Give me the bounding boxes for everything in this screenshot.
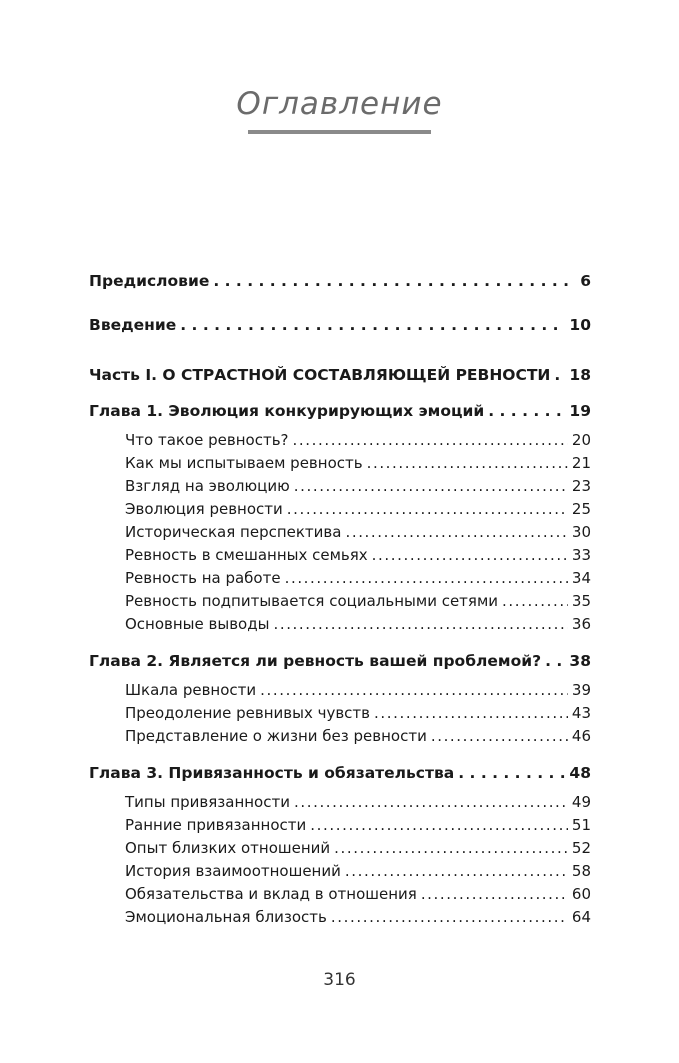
toc-entry-page: 52 [571,839,591,857]
toc-entry-page: 51 [571,816,591,834]
toc-entry-page: 39 [571,681,591,699]
toc-entry-page: 23 [571,477,591,495]
toc-entry-title: Ревность в смешанных семьях [125,546,368,564]
toc-entry-page: 58 [571,862,591,880]
toc-entry-page: 10 [569,316,591,334]
toc-subentry[interactable] [125,615,591,633]
leader-dots [294,477,568,495]
toc-subentry[interactable] [125,793,591,811]
toc-entry-title: Предисловие [89,272,210,290]
toc-subentry[interactable] [125,454,591,472]
toc-subentry[interactable] [125,500,591,518]
leader-dots [431,727,568,745]
toc-entry-title: Историческая перспектива [125,523,342,541]
toc-entry-title: Глава 1. Эволюция конкурирующих эмоций [89,402,485,420]
leader-dots [294,793,568,811]
toc-subentry[interactable] [125,431,591,449]
toc-entry-title: Опыт близких отношений [125,839,331,857]
toc-entry-chapter-3[interactable] [89,764,591,782]
toc-entry-page: 30 [571,523,591,541]
leader-dots [180,316,565,334]
toc-entry-page: 20 [571,431,591,449]
leader-dots [502,592,568,610]
leader-dots [458,764,565,782]
toc-entry-page: 38 [569,652,591,670]
toc-entry-title: Шкала ревности [125,681,257,699]
toc-entry-title: Ревность подпитывается социальными сетями [125,592,499,610]
toc-entry-title: Обязательства и вклад в отношения [125,885,417,903]
page-number: 316 [323,970,356,990]
leader-dots [334,839,568,857]
leader-dots [273,615,567,633]
title-underline [248,130,431,134]
toc-entry-title: Эмоциональная близость [125,908,327,926]
toc-subentry[interactable] [125,592,591,610]
toc-entry-page: 49 [571,793,591,811]
leader-dots [293,431,568,449]
leader-dots [488,402,565,420]
leader-dots [285,569,568,587]
toc-subentry[interactable] [125,885,591,903]
leader-dots [421,885,568,903]
leader-dots [287,500,568,518]
leader-dots [554,366,565,384]
toc-entry-title: История взаимоотношений [125,862,341,880]
toc-entry-page: 48 [569,764,591,782]
toc-entry-page: 35 [571,592,591,610]
toc-entry-page: 43 [571,704,591,722]
toc-entry-title: Ранние привязанности [125,816,307,834]
toc-subentry[interactable] [125,727,591,745]
toc-entry-page: 36 [571,615,591,633]
toc-entry-chapter-1[interactable] [89,402,591,420]
toc-entry-title: Глава 3. Привязанность и обязательства [89,764,455,782]
leader-dots [372,546,568,564]
leader-dots [345,523,567,541]
toc-entry-title: Что такое ревность? [125,431,289,449]
leader-dots [545,652,565,670]
leader-dots [331,908,568,926]
toc-entry-title: Введение [89,316,177,334]
leader-dots [367,454,568,472]
leader-dots [345,862,568,880]
toc-subentry[interactable] [125,862,591,880]
toc-subentry[interactable] [125,477,591,495]
toc-entry-title: Взгляд на эволюцию [125,477,290,495]
leader-dots [310,816,568,834]
toc-entry-chapter-2[interactable] [89,652,591,670]
toc-entry-page: 21 [571,454,591,472]
toc-subentry[interactable] [125,569,591,587]
toc-entry-title: Представление о жизни без ревности [125,727,427,745]
toc-entry-title: Преодоление ревнивых чувств [125,704,371,722]
toc-entry-page: 6 [580,272,591,290]
toc-entry-title: Эволюция ревности [125,500,283,518]
leader-dots [260,681,568,699]
toc-entry-title: Типы привязанности [125,793,290,811]
toc-entry-title: Основные выводы [125,615,270,633]
toc-entry-title: Как мы испытываем ревность [125,454,363,472]
toc-subentry[interactable] [125,523,591,541]
toc-entry-title: Ревность на работе [125,569,281,587]
toc-entry-page: 33 [571,546,591,564]
page-title: Оглавление [236,86,443,122]
toc-subentry[interactable] [125,816,591,834]
leader-dots [213,272,576,290]
toc-entry-preface[interactable] [89,272,591,290]
toc-entry-part-1[interactable] [89,366,591,384]
toc-entry-page: 60 [571,885,591,903]
toc-subentry[interactable] [125,704,591,722]
toc-entry-title: Глава 2. Является ли ревность вашей проблемой? [89,652,542,670]
toc-subentry[interactable] [125,908,591,926]
toc-entry-page: 64 [571,908,591,926]
leader-dots [374,704,568,722]
toc-subentry[interactable] [125,546,591,564]
toc-subentry[interactable] [125,681,591,699]
toc-entry-page: 19 [569,402,591,420]
toc-entry-page: 46 [571,727,591,745]
toc-entry-page: 18 [569,366,591,384]
toc-entry-introduction[interactable] [89,316,591,334]
toc-entry-title: Часть I. О СТРАСТНОЙ СОСТАВЛЯЮЩЕЙ РЕВНОСТИ [89,366,551,384]
toc-entry-page: 34 [571,569,591,587]
toc-entry-page: 25 [571,500,591,518]
toc-subentry[interactable] [125,839,591,857]
